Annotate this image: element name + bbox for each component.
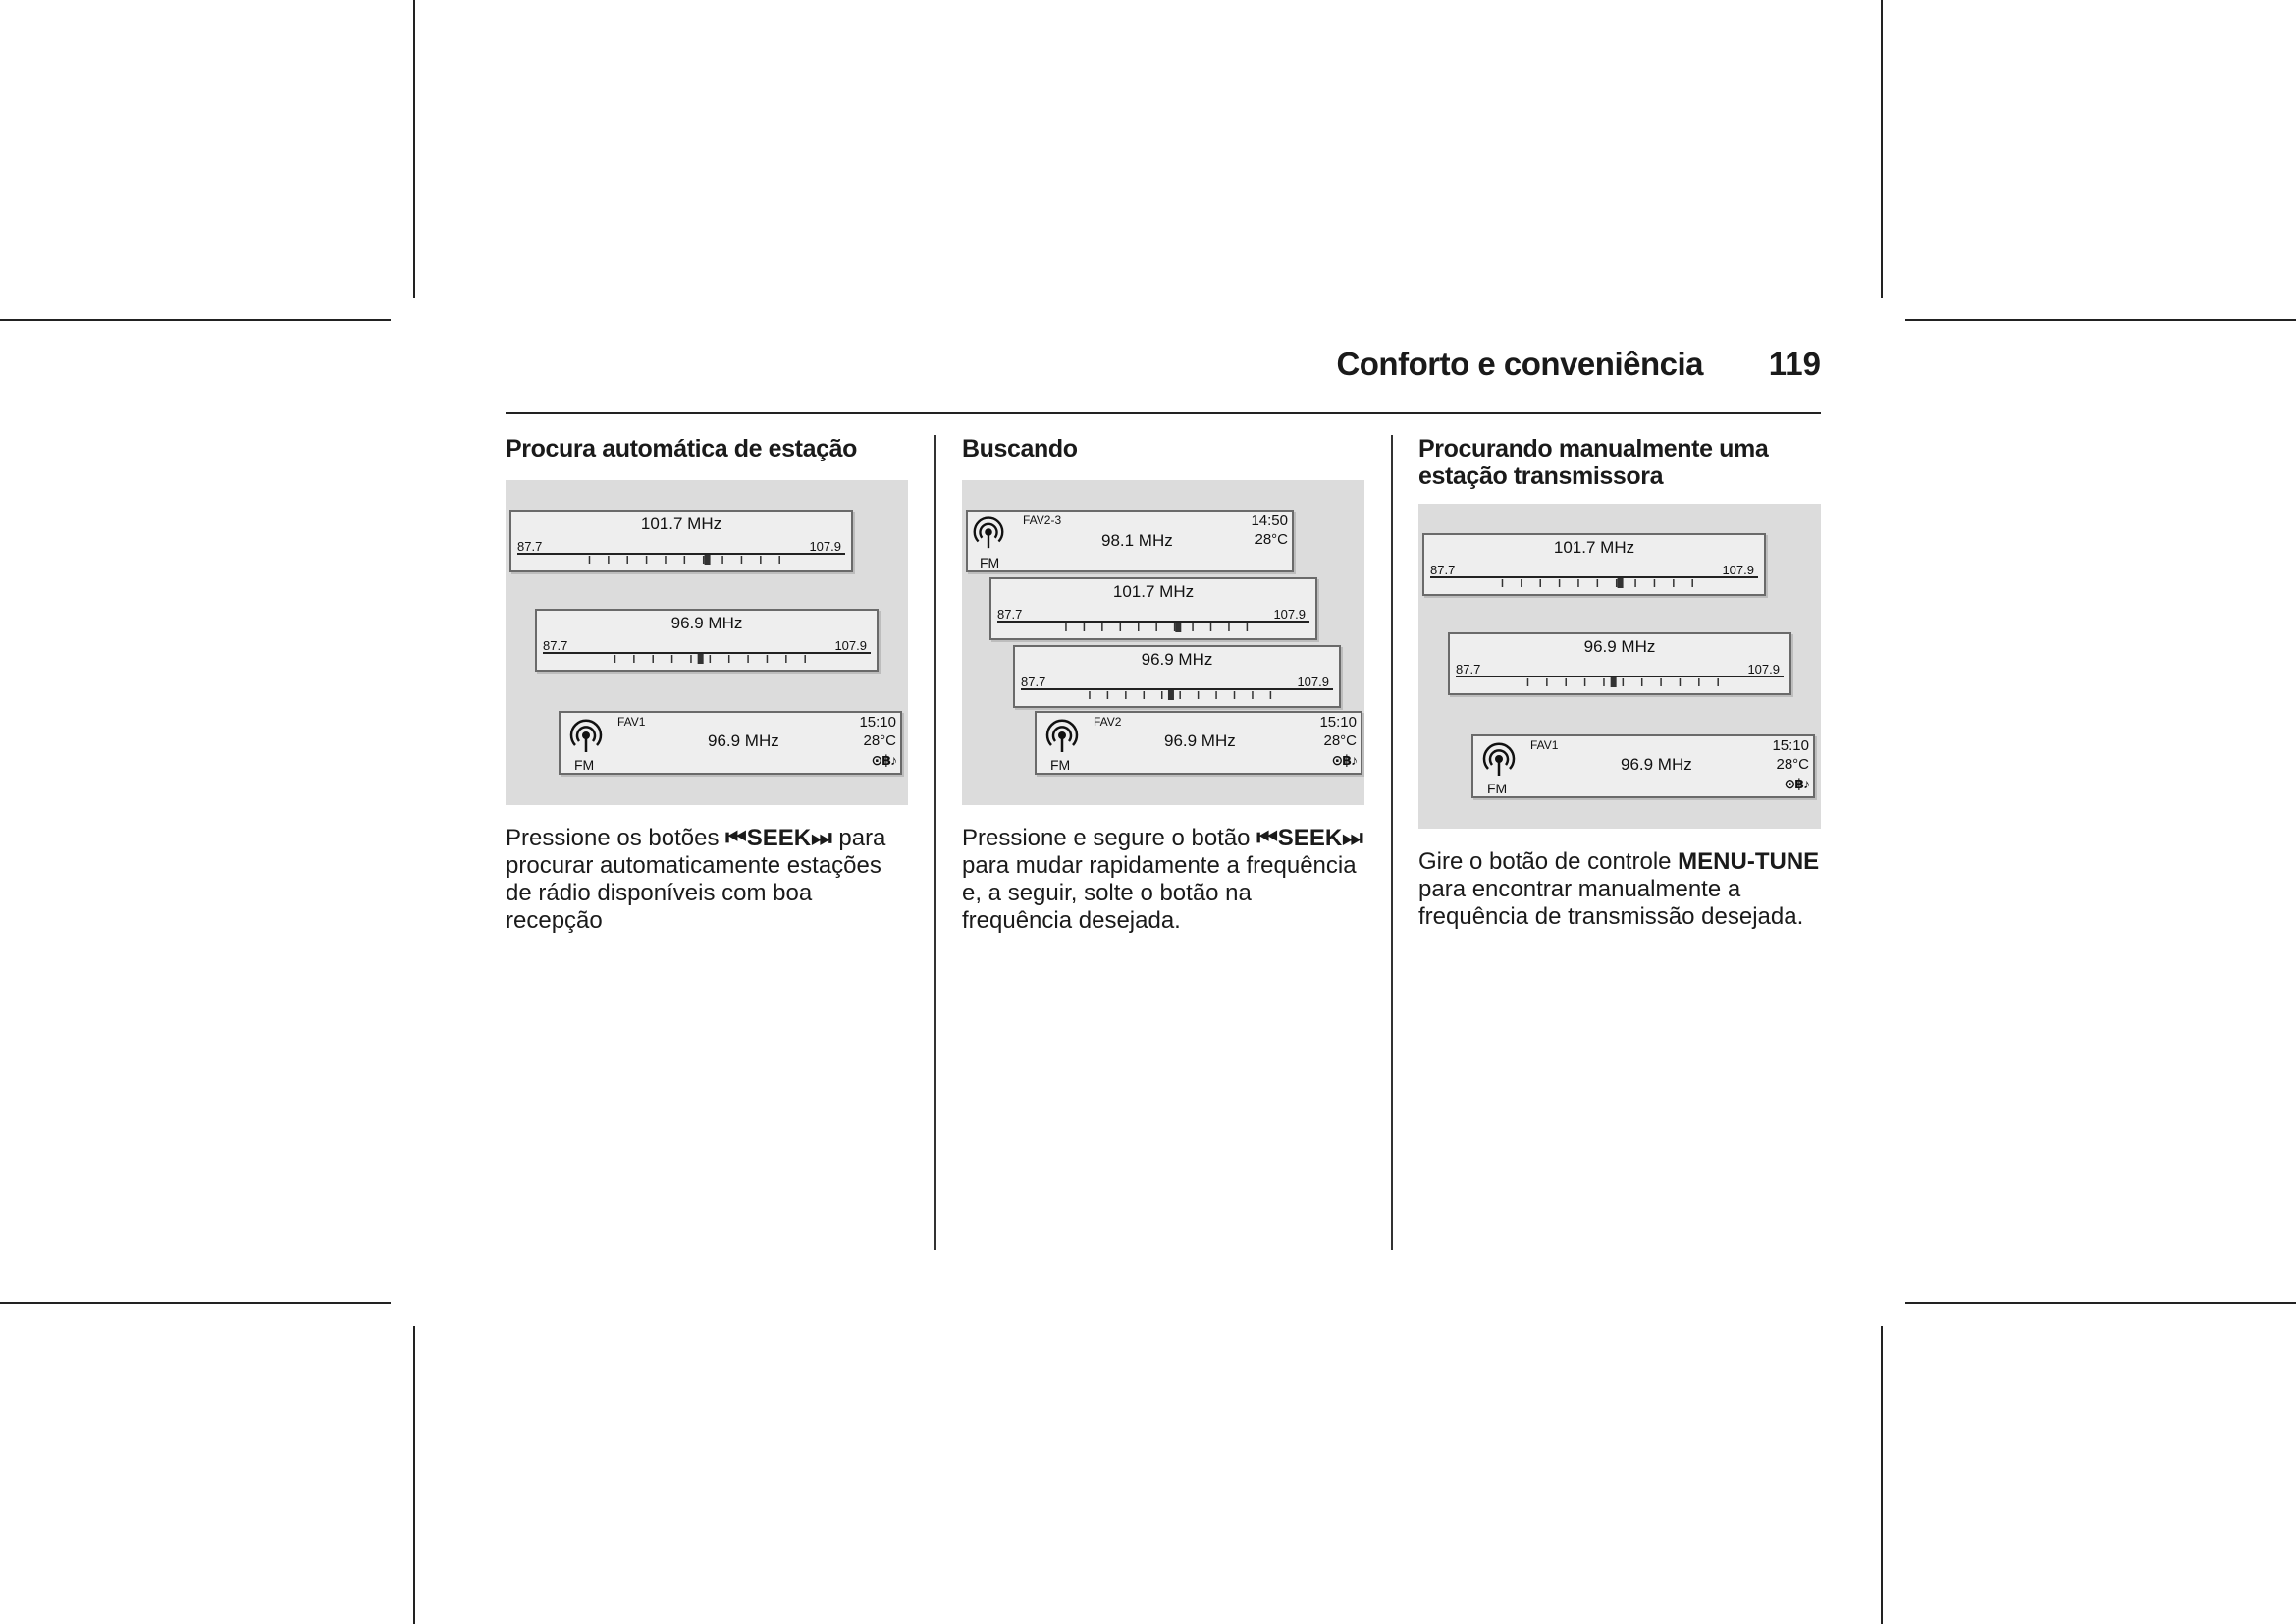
range-max: 107.9 — [1722, 563, 1754, 577]
current-frequency: 96.9 MHz — [1621, 755, 1692, 774]
header-rule — [506, 412, 1821, 414]
range-min: 87.7 — [1021, 675, 1046, 689]
tuner-display — [989, 577, 1317, 640]
temperature: 28°C — [863, 732, 896, 749]
temperature: 28°C — [1255, 531, 1288, 548]
range-max: 107.9 — [809, 539, 841, 554]
range-max: 107.9 — [1747, 662, 1780, 677]
tuner-display — [1422, 533, 1766, 596]
column-auto-search — [506, 435, 908, 935]
instruction-text — [506, 825, 908, 935]
main-display — [1035, 711, 1362, 775]
frequency-marker — [1611, 677, 1617, 687]
clock: 15:10 — [1319, 714, 1357, 731]
current-frequency: 96.9 MHz — [1164, 731, 1236, 750]
frequency-scale — [543, 651, 871, 665]
status-icons: ⊙฿♪ — [871, 752, 896, 768]
frequency-scale — [1456, 675, 1784, 688]
current-frequency: 98.1 MHz — [1101, 531, 1173, 550]
frequency-marker — [698, 654, 704, 664]
body-text: para procurar automaticamente estações de rádio disponíveis com boa recepção — [506, 825, 886, 934]
crop-mark — [1881, 1326, 1883, 1624]
current-frequency: 96.9 MHz — [708, 731, 779, 750]
radio-display-figure — [1418, 504, 1821, 829]
body-text: para mudar rapidamente a frequência e, a seguir, solte o botão na frequência desejada. — [962, 852, 1357, 934]
radio-display-figure — [506, 480, 908, 805]
page-number: 119 — [1768, 346, 1821, 382]
range-min: 87.7 — [517, 539, 543, 554]
radio-antenna-icon — [1042, 716, 1082, 755]
body-text: Pressione e segure o botão — [962, 825, 1257, 851]
section-heading: Buscando — [962, 435, 1078, 462]
radio-antenna-icon — [1479, 739, 1519, 779]
preset-label: FAV2-3 — [1023, 514, 1062, 527]
crop-mark — [413, 1326, 415, 1624]
section-heading: Procura automática de estação — [506, 435, 857, 462]
crop-mark — [1905, 319, 2296, 321]
body-text: Gire o botão de controle — [1418, 848, 1679, 875]
instruction-text — [962, 825, 1364, 935]
range-min: 87.7 — [1456, 662, 1481, 677]
tuner-frequency: 96.9 MHz — [1583, 637, 1656, 656]
frequency-marker — [1618, 578, 1624, 588]
tuner-display — [1013, 645, 1341, 708]
frequency-scale — [1430, 575, 1758, 589]
band-label: FM — [980, 555, 1000, 570]
status-icons: ⊙฿♪ — [1331, 752, 1357, 768]
seek-button-label: ⏮SEEK⏭ — [725, 825, 832, 851]
tuner-display — [509, 510, 853, 572]
frequency-marker — [1168, 690, 1174, 700]
band-label: FM — [1050, 757, 1071, 773]
main-display — [1471, 734, 1815, 798]
section-title: Conforto e conveniência — [1336, 346, 1703, 382]
tuner-frequency: 101.7 MHz — [1553, 538, 1635, 557]
page-header — [506, 346, 1821, 391]
clock: 15:10 — [859, 714, 896, 731]
crop-mark — [413, 0, 415, 298]
column-divider — [934, 435, 936, 1250]
range-max: 107.9 — [834, 638, 867, 653]
crop-mark — [1905, 1302, 2296, 1304]
body-text: para encontrar manualmente a frequência de transmissão desejada. — [1418, 876, 1804, 930]
main-display — [966, 510, 1294, 572]
temperature: 28°C — [1323, 732, 1357, 749]
tuner-display — [1448, 632, 1791, 695]
radio-antenna-icon — [970, 514, 1007, 551]
range-min: 87.7 — [543, 638, 568, 653]
section-heading: Procurando manualmente uma estação transmissora — [1418, 435, 1769, 490]
preset-label: FAV1 — [1530, 738, 1559, 752]
radio-antenna-icon — [566, 716, 606, 755]
tuner-frequency: 101.7 MHz — [640, 514, 722, 533]
clock: 15:10 — [1772, 737, 1809, 754]
body-text: Pressione os botões — [506, 825, 726, 851]
radio-display-figure — [962, 480, 1364, 805]
column-divider — [1391, 435, 1393, 1250]
tuner-frequency: 101.7 MHz — [1112, 582, 1195, 601]
range-min: 87.7 — [997, 607, 1023, 622]
preset-label: FAV1 — [617, 715, 646, 729]
column-manual-tuning — [1418, 435, 1821, 931]
range-min: 87.7 — [1430, 563, 1456, 577]
frequency-scale — [1021, 687, 1333, 701]
main-display — [559, 711, 902, 775]
clock: 14:50 — [1251, 513, 1288, 529]
tuner-display — [535, 609, 879, 672]
crop-mark — [0, 319, 391, 321]
frequency-scale — [997, 620, 1309, 633]
frequency-marker — [1175, 623, 1181, 632]
tuner-frequency: 96.9 MHz — [670, 614, 743, 632]
band-label: FM — [574, 757, 595, 773]
frequency-scale — [517, 552, 845, 566]
range-max: 107.9 — [1273, 607, 1306, 622]
crop-mark — [0, 1302, 391, 1304]
column-seeking — [962, 435, 1364, 935]
menu-tune-label: MENU-TUNE — [1678, 848, 1820, 875]
instruction-text — [1418, 848, 1821, 931]
range-max: 107.9 — [1297, 675, 1329, 689]
crop-mark — [1881, 0, 1883, 298]
seek-button-label: ⏮SEEK⏭ — [1256, 825, 1363, 851]
tuner-frequency: 96.9 MHz — [1141, 650, 1213, 669]
preset-label: FAV2 — [1094, 715, 1122, 729]
band-label: FM — [1487, 781, 1508, 796]
temperature: 28°C — [1776, 756, 1809, 773]
frequency-marker — [705, 555, 711, 565]
status-icons: ⊙฿♪ — [1784, 776, 1809, 791]
